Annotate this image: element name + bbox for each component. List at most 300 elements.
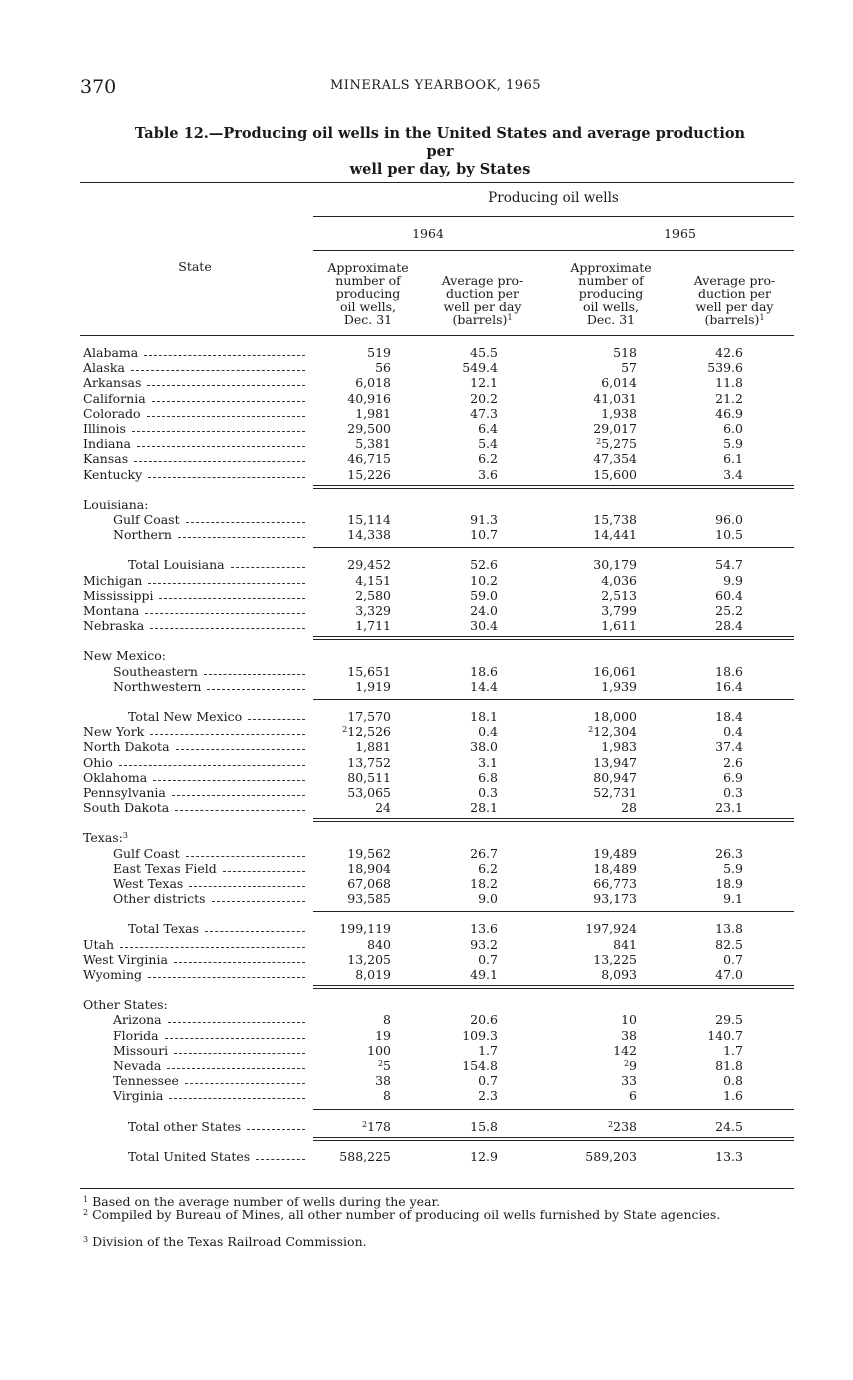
row-label: Total Louisiana: [128, 557, 225, 573]
wells-1964-cell: 8: [383, 1088, 391, 1104]
state-column-header: State: [178, 259, 212, 274]
row-label: South Dakota: [83, 800, 170, 816]
row-leader: [174, 1053, 305, 1054]
year-1964-header: 1964: [412, 226, 444, 241]
wells-1964-cell: 53,065: [347, 785, 391, 800]
avg-1964-cell: 20.2: [470, 390, 498, 406]
wells-1964-cell: $^2$12,526: [342, 724, 391, 740]
row-label: Southeastern: [113, 663, 198, 679]
table-row: [83, 679, 803, 694]
group-heading-row: [83, 997, 803, 1012]
wells-1965-cell: 33: [621, 1073, 637, 1089]
row-leader: [205, 931, 305, 932]
section-rule: [313, 1140, 794, 1141]
row-label: Nevada: [113, 1058, 162, 1073]
wells-1964-cell: 8: [383, 1012, 391, 1028]
row-leader: [256, 1159, 305, 1160]
row-leader: [223, 871, 305, 872]
avg-1964-cell: 47.3: [470, 405, 498, 421]
footnote-ref: 1: [759, 313, 765, 322]
wells-1964-cell: 8,019: [355, 967, 391, 982]
wells-1964-cell: 80,511: [347, 769, 391, 785]
table-row: [83, 1058, 803, 1073]
row-label: West Virginia: [83, 951, 168, 967]
avg-1965-cell: 1.7: [723, 1042, 743, 1058]
row-leader: [119, 765, 305, 766]
wells-1964-cell: $^2$178: [362, 1118, 391, 1134]
wells-1964-cell: 67,068: [347, 876, 391, 891]
row-label: West Texas: [113, 876, 184, 891]
wells-1964-cell: 1,711: [355, 618, 391, 634]
avg-1965-cell: 6.9: [723, 769, 743, 785]
wells-1965-cell: 41,031: [593, 390, 637, 406]
header-avg-1964-text: Average pro- duction per well per day (barrels): [441, 273, 524, 327]
avg-1965-cell: 25.2: [715, 603, 743, 618]
group-heading-row: [83, 648, 803, 663]
wells-1964-cell: 1,919: [355, 678, 391, 694]
row-label: Northern: [113, 527, 172, 543]
avg-1965-cell: 82.5: [715, 936, 743, 952]
avg-1964-cell: 6.2: [478, 451, 498, 467]
section-rule: [313, 821, 794, 822]
avg-1965-cell: 11.8: [715, 375, 743, 391]
row-label: New York: [83, 724, 145, 740]
row-leader: [159, 598, 305, 599]
row-label: New Mexico:: [83, 648, 166, 664]
row-label: Colorado: [83, 405, 141, 421]
avg-1965-cell: 21.2: [715, 390, 743, 406]
wells-1965-cell: 16,061: [593, 663, 637, 679]
avg-1965-cell: 0.7: [723, 951, 743, 967]
row-leader: [148, 583, 305, 584]
avg-1965-cell: 10.5: [715, 527, 743, 543]
header-avg-1964: [425, 274, 540, 326]
avg-1964-cell: 0.4: [478, 724, 498, 740]
total-row: [83, 1119, 803, 1134]
footnote-ref: 2: [623, 1059, 630, 1068]
row-leader: [132, 431, 305, 432]
avg-1964-cell: 20.6: [470, 1012, 498, 1028]
section-rule: [313, 636, 794, 637]
row-label: Tennessee: [113, 1073, 179, 1089]
wells-1964-cell: 93,585: [347, 891, 391, 907]
row-leader: [120, 947, 305, 948]
avg-1964-cell: 3.1: [478, 754, 498, 770]
avg-1964-cell: 0.7: [478, 951, 498, 967]
wells-1964-cell: 588,225: [339, 1148, 391, 1164]
table-bottom-rule: [80, 1188, 794, 1189]
wells-1964-cell: 17,570: [347, 709, 391, 724]
wells-1965-cell: 52,731: [593, 785, 637, 800]
wells-1964-cell: 38: [375, 1073, 391, 1089]
avg-1965-cell: 1.6: [723, 1088, 743, 1104]
avg-1964-cell: 59.0: [470, 587, 498, 603]
table-row: [83, 755, 803, 770]
avg-1964-cell: 9.0: [478, 891, 498, 907]
table-row: [83, 1028, 803, 1043]
row-leader: [175, 810, 305, 811]
footnote-text: Division of the Texas Railroad Commission.: [92, 1234, 367, 1249]
section-rule: [313, 547, 794, 548]
row-leader: [167, 1068, 305, 1069]
row-label: Total United States: [128, 1148, 251, 1164]
row-label: Illinois: [83, 421, 126, 436]
avg-1964-cell: 52.6: [470, 557, 498, 573]
table-row: [83, 421, 803, 436]
row-label: Michigan: [83, 572, 143, 588]
avg-1965-cell: 13.8: [715, 921, 743, 937]
row-label: Arkansas: [83, 375, 142, 391]
row-label: Kentucky: [83, 466, 143, 482]
row-leader: [174, 962, 305, 963]
row-label: Florida: [113, 1027, 159, 1043]
footnote-text: Compiled by Bureau of Mines, all other number of producing oil wells furnished by State agencies.: [92, 1207, 721, 1222]
footnote-ref: 2: [342, 725, 348, 735]
footnote-ref: 2: [377, 1059, 384, 1068]
avg-1965-cell: 18.6: [715, 663, 743, 679]
group-rule: [313, 216, 794, 217]
avg-1964-cell: 109.3: [462, 1027, 498, 1043]
wells-1964-cell: 1,881: [355, 739, 391, 755]
footnote-mark: 3: [83, 1235, 89, 1244]
footnote-mark: 1: [83, 1195, 89, 1204]
row-leader: [204, 674, 305, 675]
row-label: Pennsylvania: [83, 785, 166, 800]
row-leader: [150, 628, 305, 629]
avg-1965-cell: 18.9: [715, 876, 743, 891]
avg-1964-cell: 28.1: [470, 800, 498, 816]
avg-1964-cell: 18.1: [470, 709, 498, 724]
table-row: [83, 724, 803, 739]
row-leader: [145, 613, 305, 614]
avg-1965-cell: 5.9: [723, 436, 743, 452]
header-avg-1965-text: Average pro- duction per well per day (barrels): [693, 273, 776, 327]
avg-1964-cell: 18.6: [470, 663, 498, 679]
row-leader: [186, 856, 305, 857]
footnote-ref: 3: [122, 831, 128, 841]
wells-1965-cell: 589,203: [585, 1148, 637, 1164]
avg-1964-cell: 6.8: [478, 769, 498, 785]
row-leader: [144, 355, 305, 356]
group-heading-row: [83, 830, 803, 845]
total-row: [83, 1149, 803, 1164]
avg-1965-cell: 18.4: [715, 709, 743, 724]
wells-1964-cell: 4,151: [355, 572, 391, 588]
wells-1964-cell: 24: [375, 800, 391, 816]
row-leader: [134, 461, 305, 462]
row-label: Texas:$^3$: [83, 830, 128, 846]
wells-1965-cell: $^2$12,304: [588, 724, 637, 740]
year-rule: [313, 250, 794, 251]
row-leader: [212, 901, 305, 902]
avg-1964-cell: 12.1: [470, 375, 498, 391]
wells-1965-cell: 28: [621, 800, 637, 816]
wells-1964-cell: 3,329: [355, 603, 391, 618]
wells-1965-cell: 1,938: [601, 405, 637, 421]
row-leader: [148, 977, 305, 978]
avg-1965-cell: 6.1: [723, 451, 743, 467]
row-leader: [153, 780, 305, 781]
table-title-line2: well per day, by States: [349, 161, 531, 178]
avg-1964-cell: 6.4: [478, 421, 498, 436]
avg-1965-cell: 3.4: [723, 466, 743, 482]
wells-1964-cell: 199,119: [339, 921, 391, 937]
row-leader: [131, 370, 305, 371]
wells-1965-cell: 14,441: [593, 527, 637, 543]
section-rule: [313, 488, 794, 489]
row-label: Total Texas: [128, 921, 200, 937]
row-leader: [152, 401, 305, 402]
avg-1964-cell: 30.4: [470, 618, 498, 634]
table-row: [83, 861, 803, 876]
table-row: [83, 588, 803, 603]
row-leader: [147, 385, 305, 386]
avg-1964-cell: 2.3: [478, 1088, 498, 1104]
row-label: Missouri: [113, 1042, 169, 1058]
table-row: [83, 1088, 803, 1103]
avg-1964-cell: 0.3: [478, 785, 498, 800]
section-rule: [313, 818, 794, 819]
wells-1965-cell: 80,947: [593, 769, 637, 785]
avg-1965-cell: 81.8: [715, 1058, 743, 1073]
avg-1965-cell: 37.4: [715, 739, 743, 755]
wells-1965-cell: 3,799: [601, 603, 637, 618]
wells-1964-cell: 2,580: [355, 587, 391, 603]
avg-1964-cell: 26.7: [470, 845, 498, 861]
avg-1964-cell: 38.0: [470, 739, 498, 755]
header-wells-1965: Approximate number of producing oil wells, Dec. 31: [570, 260, 652, 327]
wells-1964-cell: 56: [375, 360, 391, 376]
row-leader: [189, 886, 305, 887]
avg-1965-cell: 0.3: [723, 785, 743, 800]
row-leader: [231, 567, 305, 568]
section-rule: [313, 985, 794, 986]
table-row: [83, 785, 803, 800]
wells-1964-cell: 19,562: [347, 845, 391, 861]
avg-1965-cell: 29.5: [715, 1012, 743, 1028]
table-row: [83, 451, 803, 466]
section-rule: [313, 485, 794, 486]
wells-1964-cell: 15,114: [347, 512, 391, 527]
row-label: Ohio: [83, 754, 113, 770]
wells-1964-cell: 40,916: [347, 390, 391, 406]
section-rule: [313, 988, 794, 989]
row-leader: [247, 1129, 305, 1130]
table-row: [83, 527, 803, 542]
wells-1964-cell: 519: [367, 345, 391, 360]
table-row: [83, 1043, 803, 1058]
row-leader: [147, 416, 305, 417]
wells-1965-cell: 47,354: [593, 451, 637, 467]
avg-1965-cell: 5.9: [723, 860, 743, 876]
section-rule: [313, 1109, 794, 1110]
avg-1964-cell: 49.1: [470, 967, 498, 982]
table-row: [83, 876, 803, 891]
row-label: Gulf Coast: [113, 845, 180, 861]
footnote-ref: 1: [507, 313, 513, 322]
header-bottom-rule: [80, 335, 794, 336]
avg-1965-cell: 46.9: [715, 405, 743, 421]
wells-1964-cell: 19: [375, 1027, 391, 1043]
wells-1965-cell: 1,939: [601, 678, 637, 694]
avg-1965-cell: 6.0: [723, 421, 743, 436]
avg-1964-cell: 93.2: [470, 936, 498, 952]
avg-1965-cell: 9.1: [723, 891, 743, 907]
row-label: Arizona: [113, 1012, 162, 1028]
wells-1965-cell: 15,600: [593, 466, 637, 482]
avg-1965-cell: 47.0: [715, 967, 743, 982]
avg-1964-cell: 0.7: [478, 1073, 498, 1089]
header-wells-1964: Approximate number of producing oil wells, Dec. 31: [327, 260, 409, 327]
avg-1965-cell: 26.3: [715, 845, 743, 861]
row-label: Alabama: [83, 345, 139, 360]
row-label: Virginia: [113, 1088, 164, 1104]
wells-1964-cell: 29,452: [347, 557, 391, 573]
row-label: Oklahoma: [83, 769, 148, 785]
row-leader: [137, 446, 305, 447]
wells-1965-cell: 29,017: [593, 421, 637, 436]
wells-1964-cell: 6,018: [355, 375, 391, 391]
table-row: [83, 770, 803, 785]
wells-1965-cell: 2,513: [601, 587, 637, 603]
wells-1964-cell: 29,500: [347, 421, 391, 436]
avg-1965-cell: 9.9: [723, 572, 743, 588]
wells-1965-cell: 1,611: [601, 618, 637, 634]
row-leader: [172, 795, 305, 796]
table-row: [83, 406, 803, 421]
section-rule: [313, 699, 794, 700]
avg-1964-cell: 18.2: [470, 876, 498, 891]
avg-1965-cell: 23.1: [715, 800, 743, 816]
row-leader: [148, 477, 305, 478]
wells-1964-cell: 13,752: [347, 754, 391, 770]
wells-1964-cell: 100: [367, 1042, 391, 1058]
total-row: [83, 921, 803, 936]
row-label: Montana: [83, 603, 140, 618]
avg-1965-cell: 24.5: [715, 1118, 743, 1134]
row-label: Other States:: [83, 997, 168, 1013]
table-row: [83, 937, 803, 952]
avg-1964-cell: 45.5: [470, 345, 498, 360]
row-label: Total New Mexico: [128, 709, 243, 724]
footnote-mark: 2: [83, 1208, 89, 1217]
row-leader: [150, 734, 305, 735]
avg-1965-cell: 0.8: [723, 1073, 743, 1089]
wells-1965-cell: 841: [613, 936, 637, 952]
wells-1965-cell: 10: [621, 1012, 637, 1028]
section-rule: [313, 1137, 794, 1138]
wells-1964-cell: 5,381: [355, 436, 391, 452]
row-leader: [248, 719, 305, 720]
avg-1965-cell: 60.4: [715, 587, 743, 603]
table-top-rule: [80, 182, 794, 183]
wells-1965-cell: 30,179: [593, 557, 637, 573]
avg-1965-cell: 2.6: [723, 754, 743, 770]
avg-1964-cell: 24.0: [470, 603, 498, 618]
table-row: [83, 360, 803, 375]
table-row: [83, 891, 803, 906]
row-label: Northwestern: [113, 678, 202, 694]
avg-1964-cell: 14.4: [470, 678, 498, 694]
avg-1965-cell: 28.4: [715, 618, 743, 634]
footnote-ref: 2: [596, 437, 602, 447]
wells-1965-cell: 518: [613, 345, 637, 360]
wells-1964-cell: 18,904: [347, 860, 391, 876]
wells-1965-cell: 6,014: [601, 375, 637, 391]
avg-1965-cell: 0.4: [723, 724, 743, 740]
table-title-line1: Table 12.—Producing oil wells in the United States and average production per: [134, 125, 746, 160]
table-row: [83, 375, 803, 390]
table-row: [83, 603, 803, 618]
wells-1965-cell: 19,489: [593, 845, 637, 861]
avg-1964-cell: 12.9: [470, 1148, 498, 1164]
wells-1964-cell: 14,338: [347, 527, 391, 543]
total-row: [83, 557, 803, 572]
year-1965-header: 1965: [664, 226, 696, 241]
wells-1964-cell: $^2$5: [377, 1058, 391, 1073]
wells-1965-cell: $^2$238: [608, 1118, 637, 1134]
running-head: MINERALS YEARBOOK, 1965: [330, 78, 542, 93]
avg-1965-cell: 42.6: [715, 345, 743, 360]
wells-1965-cell: 1,983: [601, 739, 637, 755]
table-row: [83, 1073, 803, 1088]
avg-1964-cell: 6.2: [478, 860, 498, 876]
footnote-2: [83, 1208, 798, 1221]
avg-1964-cell: 15.8: [470, 1118, 498, 1134]
avg-1965-cell: 13.3: [715, 1148, 743, 1164]
section-rule: [313, 911, 794, 912]
total-row: [83, 709, 803, 724]
avg-1965-cell: 96.0: [715, 512, 743, 527]
row-label: East Texas Field: [113, 860, 217, 876]
wells-1965-cell: 18,000: [593, 709, 637, 724]
group-heading-row: [83, 497, 803, 512]
wells-1965-cell: 57: [621, 360, 637, 376]
table-row: [83, 618, 803, 633]
table-row: [83, 800, 803, 815]
row-label: Alaska: [83, 360, 125, 376]
row-label: Nebraska: [83, 618, 145, 634]
row-label: Gulf Coast: [113, 512, 180, 527]
avg-1964-cell: 91.3: [470, 512, 498, 527]
avg-1964-cell: 154.8: [462, 1058, 498, 1073]
wells-1965-cell: 93,173: [593, 891, 637, 907]
table-row: [83, 345, 803, 360]
row-leader: [185, 1083, 305, 1084]
row-label: Kansas: [83, 451, 129, 467]
avg-1964-cell: 13.6: [470, 921, 498, 937]
table-row: [83, 467, 803, 482]
row-label: Indiana: [83, 436, 131, 452]
table-row: [83, 573, 803, 588]
wells-1965-cell: $^2$9: [623, 1058, 637, 1073]
wells-1965-cell: 38: [621, 1027, 637, 1043]
footnote-ref: 2: [588, 725, 594, 735]
avg-1964-cell: 10.7: [470, 527, 498, 543]
table-row: [83, 967, 803, 982]
row-label: Utah: [83, 936, 115, 952]
wells-1965-cell: 8,093: [601, 967, 637, 982]
wells-1964-cell: 46,715: [347, 451, 391, 467]
row-leader: [186, 522, 305, 523]
wells-1965-cell: 18,489: [593, 860, 637, 876]
table-row: [83, 436, 803, 451]
table-title: [120, 125, 760, 179]
group-header: Producing oil wells: [488, 190, 619, 206]
wells-1964-cell: 840: [367, 936, 391, 952]
avg-1965-cell: 140.7: [707, 1027, 743, 1043]
table-row: [83, 846, 803, 861]
